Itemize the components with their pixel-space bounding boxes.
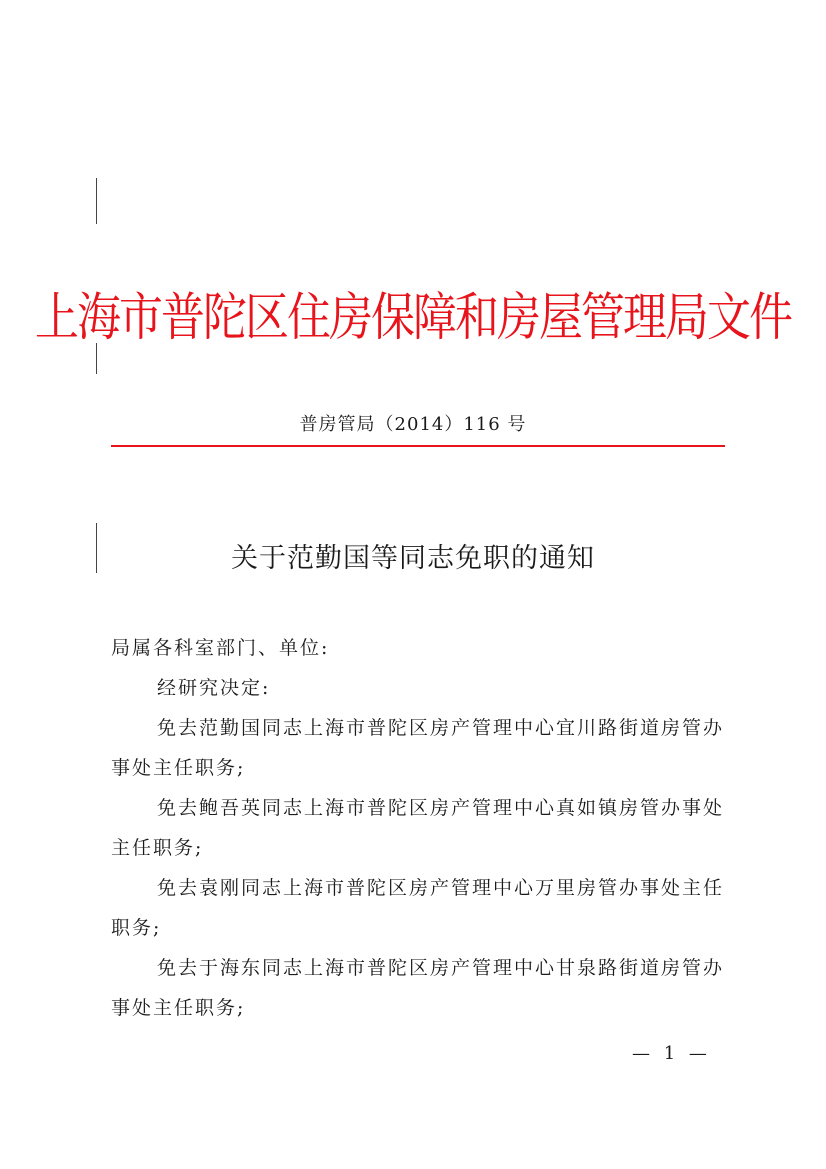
page-number: — 1 — <box>632 1043 711 1064</box>
notice-title: 关于范勤国等同志免职的通知 <box>231 543 595 574</box>
addressee: 局属各科室部门、单位: <box>111 637 330 659</box>
header-red-divider <box>111 445 725 447</box>
dismissal-item: 免去袁刚同志上海市普陀区房产管理中心万里房管办事处主任职务; <box>111 877 725 939</box>
agency-header-title: 上海市普陀区住房保障和房屋管理局文件 <box>35 287 791 349</box>
notice-body <box>111 628 727 1028</box>
document-number: 普房管局（2014）116 号 <box>299 414 527 435</box>
dismissal-item: 免去于海东同志上海市普陀区房产管理中心甘泉路街道房管办事处主任职务; <box>111 957 725 1019</box>
binding-margin-mark <box>96 178 97 224</box>
dismissal-item: 免去范勤国同志上海市普陀区房产管理中心宜川路街道房管办事处主任职务; <box>111 717 725 779</box>
intro-line: 经研究决定: <box>157 677 271 699</box>
dismissal-item: 免去鲍吾英同志上海市普陀区房产管理中心真如镇房管办事处主任职务; <box>111 797 725 859</box>
